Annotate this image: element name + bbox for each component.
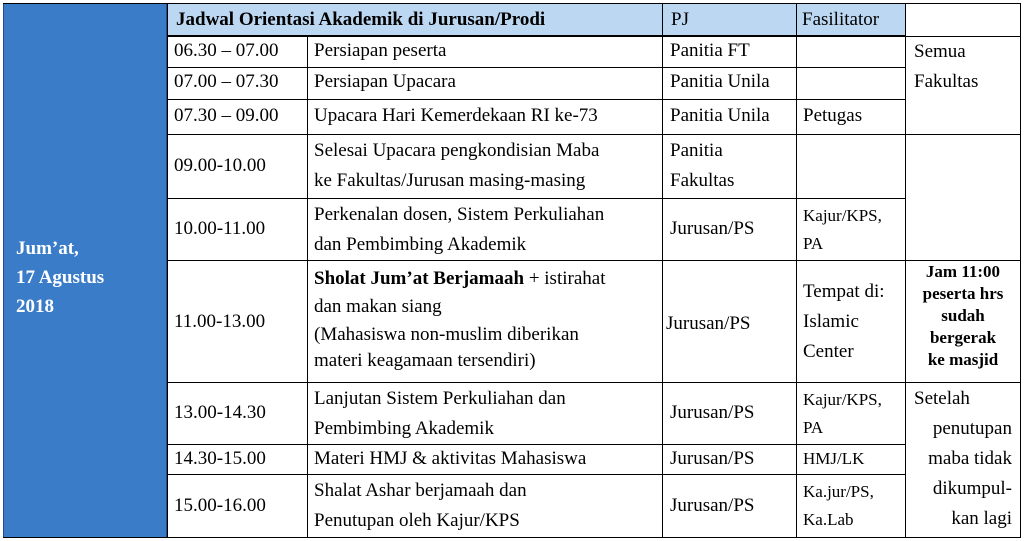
row-2-pj: Panitia Unila xyxy=(670,71,770,92)
day-label: Jum’at, 17 Agustus 2018 xyxy=(16,238,105,317)
row-8-time: 14.30-15.00 xyxy=(174,448,266,469)
row-5-activity-line2: dan Pembimbing Akademik xyxy=(314,234,527,255)
header-title-cell xyxy=(168,3,662,36)
row-6-fasilitator-line3: Center xyxy=(803,341,854,362)
row-8-pj: Jurusan/PS xyxy=(670,448,755,469)
note-setelah-line4: dikumpul- xyxy=(932,478,1012,499)
row-5-fasilitator-line1: Kajur/KPS, xyxy=(803,206,882,225)
row-9-activity-line1: Shalat Ashar berjamaah dan xyxy=(314,480,527,501)
row-6-activity-bold: Sholat Jum’at Berjamaah xyxy=(314,268,525,289)
row-6-activity-line3: (Mahasiswa non-muslim diberikan xyxy=(314,324,579,345)
row-3-time: 07.30 – 09.00 xyxy=(174,105,279,126)
note-jam-line4: bergerak xyxy=(929,328,997,347)
row-6-fasilitator-line1: Tempat di: xyxy=(803,281,885,302)
note-jam-line1: Jam 11:00 xyxy=(925,262,1001,281)
row-3-activity: Upacara Hari Kemerdekaan RI ke-73 xyxy=(314,105,598,126)
row-9-time: 15.00-16.00 xyxy=(174,495,266,516)
row-2-time: 07.00 – 07.30 xyxy=(174,71,279,92)
row-6-activity-line2: dan makan siang xyxy=(314,296,442,317)
row-6-time: 11.00-13.00 xyxy=(174,311,266,332)
row-3-fasilitator: Petugas xyxy=(803,105,863,126)
row-4-time: 09.00-10.00 xyxy=(174,155,266,176)
row-9-activity-line2: Penutupan oleh Kajur/KPS xyxy=(314,510,520,531)
row-5-fasilitator-line2: PA xyxy=(803,234,824,253)
header-title: Jadwal Orientasi Akademik di Jurusan/Prodi xyxy=(176,9,546,30)
note-jam-line2: peserta hrs xyxy=(922,284,1004,303)
row-5-activity-line1: Perkenalan dosen, Sistem Perkuliahan xyxy=(314,204,605,225)
note-jam-line5: ke masjid xyxy=(927,350,999,369)
row-4-activity-line2: ke Fakultas/Jurusan masing-masing xyxy=(314,170,586,191)
row-4-pj-line2: Fakultas xyxy=(670,170,735,191)
row-9-pj: Jurusan/PS xyxy=(670,495,755,516)
row-6-activity-line4: materi keagamaan tersendiri) xyxy=(314,350,536,371)
note-semua-line1: Semua xyxy=(914,41,966,62)
note-setelah-block xyxy=(906,384,1012,534)
note-setelah-line3: maba tidak xyxy=(928,448,1012,469)
row-2-activity: Persiapan Upacara xyxy=(314,71,456,92)
day-column xyxy=(3,3,167,538)
row-6-activity-line1 xyxy=(314,264,605,294)
header-fasilitator-cell xyxy=(797,3,905,36)
row-3-pj: Panitia Unila xyxy=(670,105,770,126)
note-jam-block xyxy=(906,261,1020,371)
row-7-pj: Jurusan/PS xyxy=(670,402,755,423)
row-7-time: 13.00-14.30 xyxy=(174,402,266,423)
row-5-pj: Jurusan/PS xyxy=(670,218,755,239)
row-9-fasilitator-line2: Ka.Lab xyxy=(803,510,854,529)
row-6-fasilitator-line2: Islamic xyxy=(803,311,859,332)
row-4-pj-line1: Panitia xyxy=(670,140,723,161)
row-7-activity-line2: Pembimbing Akademik xyxy=(314,418,494,439)
row-1-activity: Persiapan peserta xyxy=(314,40,447,61)
row-9-fasilitator-line1: Ka.jur/PS, xyxy=(803,482,874,501)
row-6-activity-rest: + istirahat xyxy=(524,268,606,289)
header-fasilitator: Fasilitator xyxy=(802,9,880,30)
row-6-pj: Jurusan/PS xyxy=(666,313,751,334)
row-7-fasilitator-line2: PA xyxy=(803,418,824,437)
row-4-activity-line1: Selesai Upacara pengkondisian Maba xyxy=(314,140,600,161)
note-setelah-line1: Setelah xyxy=(914,388,970,409)
row-8-activity: Materi HMJ & aktivitas Mahasiswa xyxy=(314,448,587,469)
header-pj: PJ xyxy=(671,9,689,30)
row-1-pj: Panitia FT xyxy=(670,40,750,61)
note-semua-line2: Fakultas xyxy=(914,71,979,92)
header-pj-cell xyxy=(663,3,796,36)
row-5-time: 10.00-11.00 xyxy=(174,218,266,239)
note-setelah-line2: penutupan xyxy=(932,418,1012,439)
note-setelah-line5: kan lagi xyxy=(951,508,1012,529)
row-8-fasilitator: HMJ/LK xyxy=(803,449,865,468)
row-1-time: 06.30 – 07.00 xyxy=(174,40,279,61)
row-7-fasilitator-line1: Kajur/KPS, xyxy=(803,390,882,409)
row-7-activity-line1: Lanjutan Sistem Perkuliahan dan xyxy=(314,388,566,409)
note-jam-line3: sudah xyxy=(941,306,985,325)
